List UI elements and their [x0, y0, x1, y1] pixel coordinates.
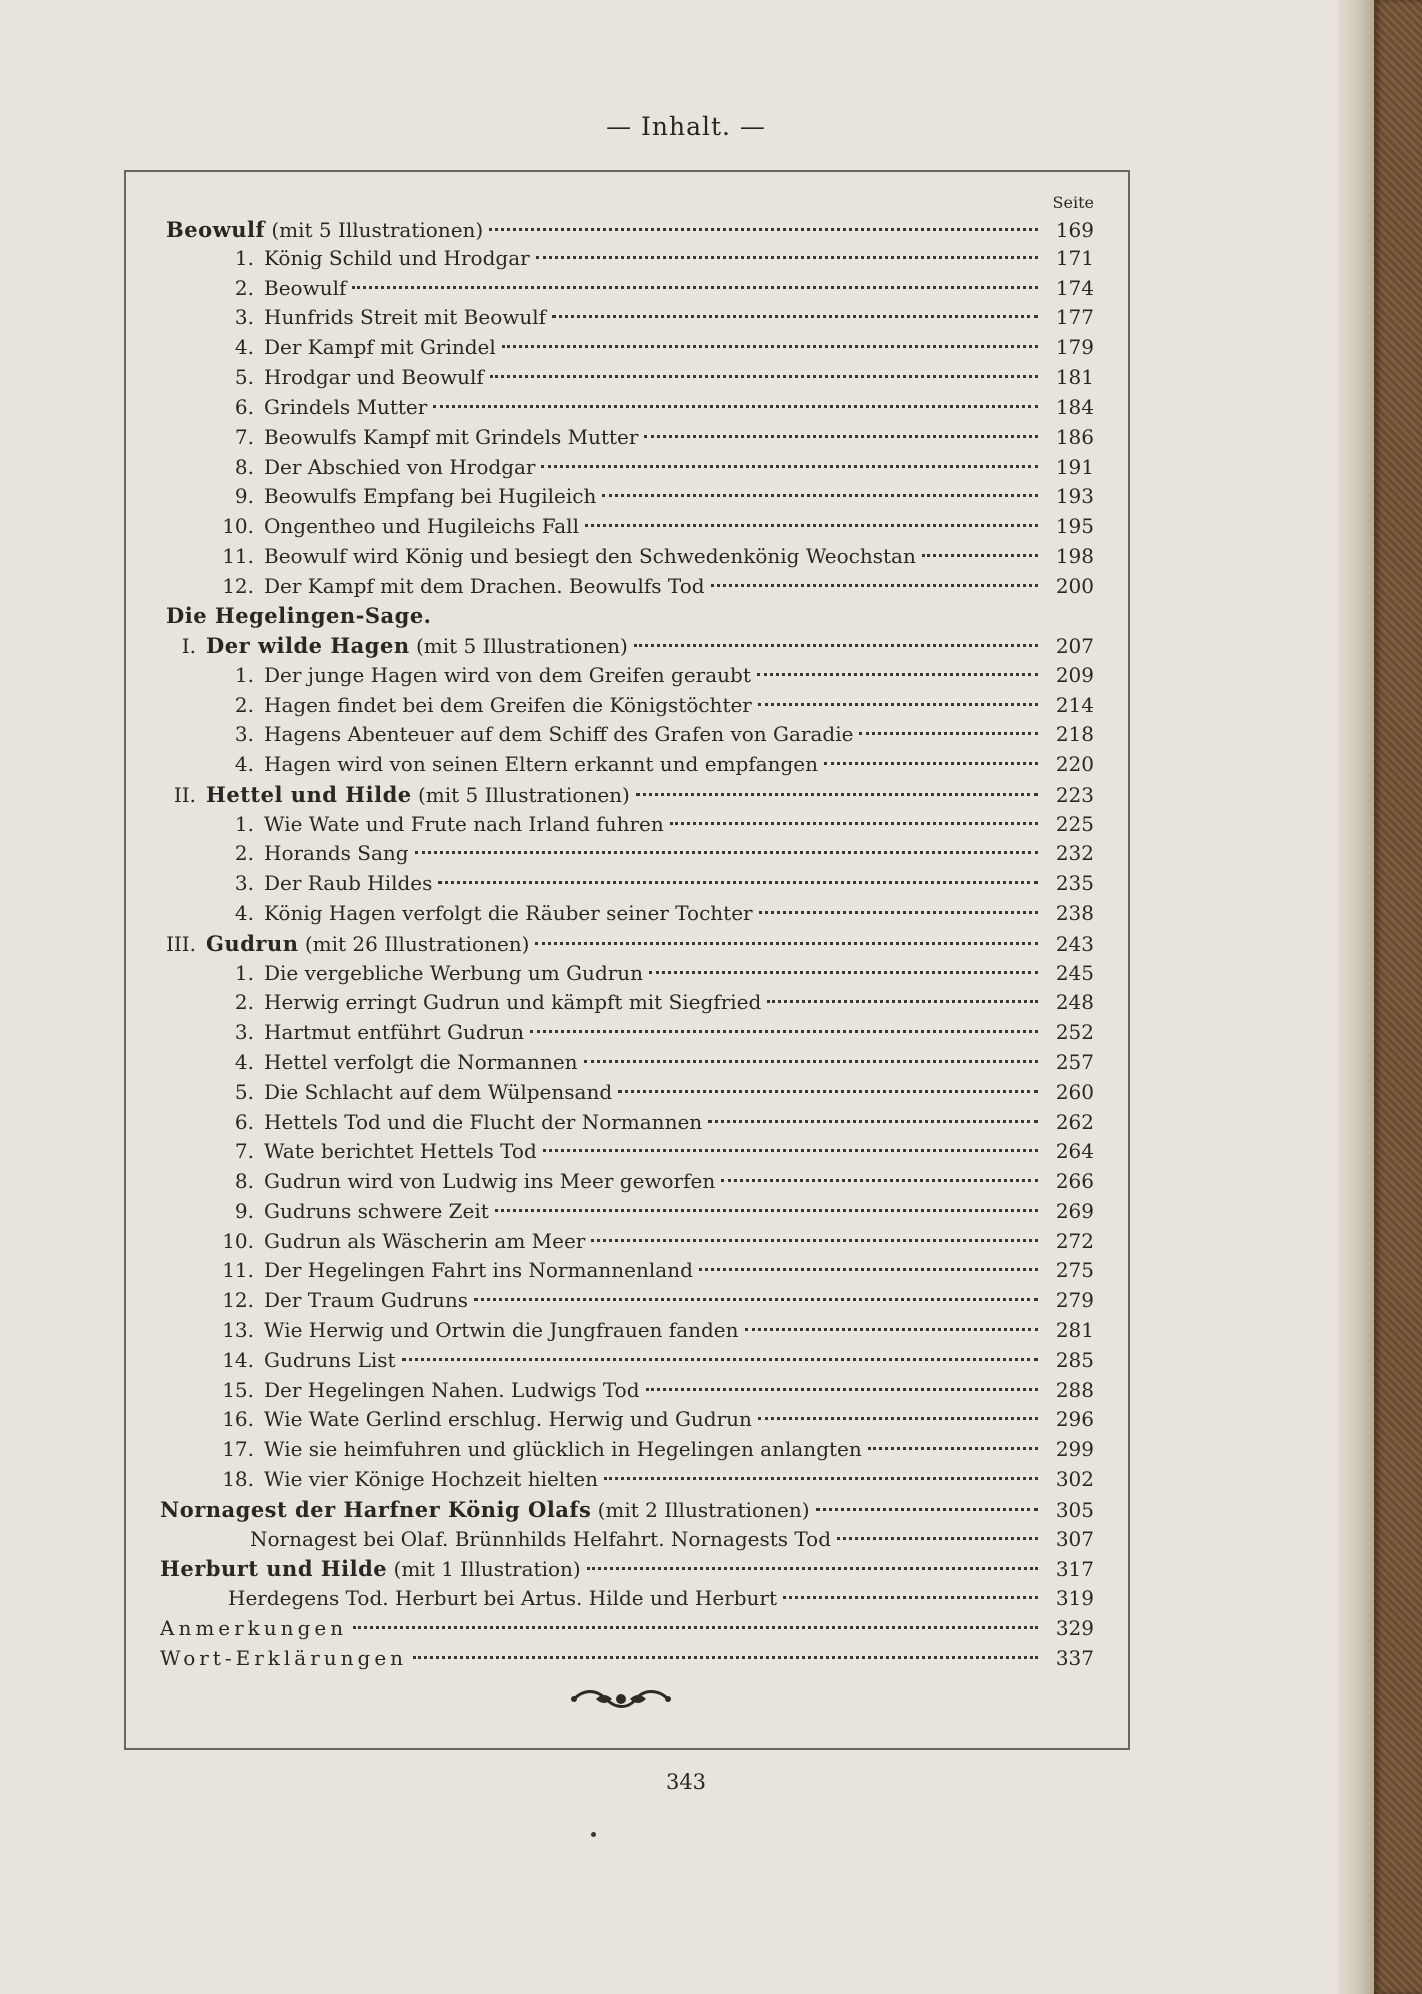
toc-entry-title: Hagens Abenteuer auf dem Schiff des Grafen von Garadie: [264, 722, 854, 746]
toc-entry-title: Wort-Erklärungen: [160, 1646, 408, 1670]
toc-entry-title: Beowulf: [264, 276, 347, 300]
toc-entry: 6. Hettels Tod und die Flucht der Normannen 262: [210, 1108, 1094, 1137]
toc-entry: 10. Ongentheo und Hugileichs Fall 195: [210, 512, 1094, 541]
dot-leader: [859, 731, 1038, 735]
toc-page-number: 214: [1055, 693, 1094, 717]
dot-leader: [922, 553, 1038, 557]
dot-leader: [413, 1655, 1038, 1659]
toc-page-number: 235: [1055, 871, 1094, 895]
toc-entry: 1. König Schild und Hrodgar 171: [210, 244, 1094, 273]
toc-page-number: 181: [1055, 365, 1094, 389]
dot-leader: [352, 285, 1038, 289]
dot-leader: [495, 1208, 1038, 1212]
toc-page-number: 171: [1055, 246, 1094, 270]
toc-page-number: 305: [1055, 1498, 1094, 1522]
toc-entry-title: Hunfrids Streit mit Beowulf: [264, 305, 547, 329]
toc-entry-title: Horands Sang: [264, 841, 409, 865]
toc-entry: 5. Hrodgar und Beowulf 181: [210, 363, 1094, 392]
dot-leader: [767, 999, 1038, 1003]
toc-entry-title: Gudrun (mit 26 Illustrationen): [206, 931, 530, 956]
toc-page-number: 174: [1055, 276, 1094, 300]
toc-page-number: 266: [1055, 1169, 1094, 1193]
toc-entry: 13. Wie Herwig und Ortwin die Jungfrauen fanden 281: [210, 1316, 1094, 1345]
dot-leader: [837, 1536, 1038, 1540]
toc-entry-title: Grindels Mutter: [264, 395, 428, 419]
dot-leader: [535, 941, 1038, 945]
toc-page-number: 260: [1055, 1080, 1094, 1104]
dot-leader: [711, 583, 1038, 587]
toc-entry: [160, 1614, 1094, 1643]
toc-page-number: 198: [1055, 544, 1094, 568]
toc-entry: 5. Die Schlacht auf dem Wülpensand 260: [210, 1078, 1094, 1107]
dot-leader: [543, 1148, 1038, 1152]
toc-entry-title: Beowulfs Kampf mit Grindels Mutter: [264, 425, 639, 449]
toc-entry: 9. Gudruns schwere Zeit 269: [210, 1197, 1094, 1226]
toc-entry-title: Der Kampf mit Grindel: [264, 335, 496, 359]
toc-entry: 8. Der Abschied von Hrodgar 191: [210, 453, 1094, 482]
toc-entry-title: Die vergebliche Werbung um Gudrun: [264, 961, 644, 985]
dot-leader: [402, 1357, 1038, 1361]
toc-entry-title: Gudruns List: [264, 1348, 396, 1372]
toc-entry: [160, 1554, 1094, 1583]
toc-entry: 9. Beowulfs Empfang bei Hugileich 193: [210, 482, 1094, 511]
toc-entry: 6. Grindels Mutter 184: [210, 393, 1094, 422]
dot-leader: [644, 434, 1038, 438]
toc-entry-title: Wie Herwig und Ortwin die Jungfrauen fanden: [264, 1318, 739, 1342]
toc-page-number: 288: [1055, 1378, 1094, 1402]
toc-page-number: 279: [1055, 1288, 1094, 1312]
toc-entry: 4. Hagen wird von seinen Eltern erkannt und empfangen 220: [210, 750, 1094, 779]
toc-entry-title: Nornagest bei Olaf. Brünnhilds Helfahrt. Nornagests Tod: [250, 1527, 832, 1551]
dot-leader: [758, 1416, 1038, 1420]
dot-leader: [502, 344, 1038, 348]
toc-page-number: 281: [1055, 1318, 1094, 1342]
toc-entry-title: Der Traum Gudruns: [264, 1288, 469, 1312]
toc-page-number: 317: [1055, 1557, 1094, 1581]
toc-page-number: 272: [1055, 1229, 1094, 1253]
ink-spot: [591, 1832, 596, 1837]
toc-page-number: 200: [1055, 574, 1094, 598]
ornament-flourish: [566, 1686, 676, 1712]
toc-page-number: 238: [1055, 901, 1094, 925]
toc-entry: 7. Beowulfs Kampf mit Grindels Mutter 186: [210, 423, 1094, 452]
toc-entry: 4. König Hagen verfolgt die Räuber seiner Tochter 238: [210, 899, 1094, 928]
toc-entry-title: Anmerkungen: [160, 1616, 348, 1640]
toc-entry-title: Der Hegelingen Fahrt ins Normannenland: [264, 1258, 693, 1282]
toc-page-number: 220: [1055, 752, 1094, 776]
toc-entry: 4. Der Kampf mit Grindel 179: [210, 333, 1094, 362]
toc-page-number: 296: [1055, 1407, 1094, 1431]
toc-entry: 1. Die vergebliche Werbung um Gudrun 245: [210, 959, 1094, 988]
toc-entry-title: Beowulfs Empfang bei Hugileich: [264, 484, 597, 508]
toc-entry: 12. Der Traum Gudruns 279: [210, 1286, 1094, 1315]
toc-section-heading: Die Hegelingen-Sage.: [166, 603, 432, 628]
toc-page-number: 337: [1055, 1646, 1094, 1670]
dot-leader: [759, 910, 1038, 914]
toc-entry: 2. Beowulf 174: [210, 274, 1094, 303]
toc-page-number: 329: [1055, 1616, 1094, 1640]
toc-entry-title: Herdegens Tod. Herburt bei Artus. Hilde und Herburt: [228, 1586, 778, 1610]
toc-entry: 8. Gudrun wird von Ludwig ins Meer geworfen 266: [210, 1167, 1094, 1196]
toc-entry-title: Der Kampf mit dem Drachen. Beowulfs Tod: [264, 574, 705, 598]
toc-entry: [166, 215, 1094, 244]
toc-page-number: 285: [1055, 1348, 1094, 1372]
toc-entry: 11. Der Hegelingen Fahrt ins Normannenland 275: [210, 1256, 1094, 1285]
toc-entry-title: Hagen wird von seinen Eltern erkannt und empfangen: [264, 752, 819, 776]
toc-entry-title: Beowulf wird König und besiegt den Schwedenkönig Weochstan: [264, 544, 916, 568]
toc-page-number: 223: [1055, 783, 1094, 807]
toc-entry: 4. Hettel verfolgt die Normannen 257: [210, 1048, 1094, 1077]
toc-page-number: 262: [1055, 1110, 1094, 1134]
toc-page-number: 195: [1055, 514, 1094, 538]
toc-entry-title: Hagen findet bei dem Greifen die Königstöchter: [264, 693, 752, 717]
toc-page-number: 225: [1055, 812, 1094, 836]
dot-leader: [745, 1327, 1038, 1331]
dot-leader: [536, 255, 1038, 259]
toc-entry-title: Hettels Tod und die Flucht der Normannen: [264, 1110, 703, 1134]
toc-entry: 12. Der Kampf mit dem Drachen. Beowulfs Tod 200: [210, 572, 1094, 601]
toc-page-number: 275: [1055, 1258, 1094, 1282]
toc-entry-title: Gudrun als Wäscherin am Meer: [264, 1229, 586, 1253]
toc-page-number: 232: [1055, 841, 1094, 865]
toc-entry-title: Wie sie heimfuhren und glücklich in Hegelingen anlangten: [264, 1437, 862, 1461]
toc-page-number: 248: [1055, 990, 1094, 1014]
toc-entry-title: König Schild und Hrodgar: [264, 246, 530, 270]
toc-entry: 7. Wate berichtet Hettels Tod 264: [210, 1137, 1094, 1166]
dot-leader: [721, 1178, 1038, 1182]
toc-page-number: 179: [1055, 335, 1094, 359]
toc-entry: [250, 1525, 1094, 1554]
dot-leader: [584, 1059, 1038, 1063]
dot-leader: [618, 1089, 1038, 1093]
dot-leader: [824, 761, 1038, 765]
toc-page-number: 193: [1055, 484, 1094, 508]
toc-entry-title: Wie Wate Gerlind erschlug. Herwig und Gudrun: [264, 1407, 752, 1431]
toc-page-number: 264: [1055, 1139, 1094, 1163]
dot-leader: [438, 880, 1038, 884]
toc-page-number: 302: [1055, 1467, 1094, 1491]
dot-leader: [646, 1387, 1038, 1391]
dot-leader: [587, 1566, 1038, 1570]
toc-entry: 17. Wie sie heimfuhren und glücklich in Hegelingen anlangten 299: [210, 1435, 1094, 1464]
toc-page-number: 186: [1055, 425, 1094, 449]
toc-page-number: 207: [1055, 634, 1094, 658]
toc-page-number: 307: [1055, 1527, 1094, 1551]
toc-entry: 10. Gudrun als Wäscherin am Meer 272: [210, 1227, 1094, 1256]
toc-entry: [160, 1495, 1094, 1524]
dot-leader: [816, 1507, 1039, 1511]
toc-entry-title: Ongentheo und Hugileichs Fall: [264, 514, 579, 538]
toc-entry: 2. Herwig erringt Gudrun und kämpft mit Siegfried 248: [210, 988, 1094, 1017]
dot-leader: [585, 523, 1038, 527]
dot-leader: [649, 970, 1038, 974]
toc-page-number: 252: [1055, 1020, 1094, 1044]
toc-entry-title: Der Raub Hildes: [264, 871, 433, 895]
dot-leader: [433, 404, 1038, 408]
dot-leader: [708, 1119, 1038, 1123]
toc-entry-title: Wie vier Könige Hochzeit hielten: [264, 1467, 598, 1491]
dot-leader: [699, 1267, 1038, 1271]
toc-entry-title: Hettel verfolgt die Normannen: [264, 1050, 578, 1074]
toc-entry-title: Der wilde Hagen (mit 5 Illustrationen): [206, 633, 628, 658]
toc-page-number: 269: [1055, 1199, 1094, 1223]
dot-leader: [415, 850, 1038, 854]
toc-entry-title: Die Schlacht auf dem Wülpensand: [264, 1080, 613, 1104]
toc-entry-title: Wie Wate und Frute nach Irland fuhren: [264, 812, 664, 836]
dot-leader: [758, 702, 1038, 706]
dot-leader: [634, 643, 1038, 647]
toc-entry: I. Der wilde Hagen (mit 5 Illustrationen) 207: [150, 631, 1094, 660]
toc-entry: 18. Wie vier Könige Hochzeit hielten 302: [210, 1465, 1094, 1494]
toc-entry-title: Wate berichtet Hettels Tod: [264, 1139, 537, 1163]
book-binding: [1374, 0, 1422, 1994]
toc-entry-title: Der Abschied von Hrodgar: [264, 455, 536, 479]
toc-entry-title: König Hagen verfolgt die Räuber seiner Tochter: [264, 901, 753, 925]
page-edge: [1338, 0, 1374, 1994]
dot-leader: [552, 314, 1038, 318]
toc-entry-title: Gudrun wird von Ludwig ins Meer geworfen: [264, 1169, 716, 1193]
dot-leader: [757, 672, 1038, 676]
toc-page-number: 177: [1055, 305, 1094, 329]
toc-entry: 15. Der Hegelingen Nahen. Ludwigs Tod 288: [210, 1376, 1094, 1405]
toc-entry-title: Herwig erringt Gudrun und kämpft mit Siegfried: [264, 990, 762, 1014]
toc-entry: 16. Wie Wate Gerlind erschlug. Herwig und Gudrun 296: [210, 1405, 1094, 1434]
toc-page-number: 245: [1055, 961, 1094, 985]
toc-page-number: 169: [1055, 218, 1094, 242]
toc-entry: 2. Hagen findet bei dem Greifen die Königstöchter 214: [210, 691, 1094, 720]
toc-page-number: 257: [1055, 1050, 1094, 1074]
dot-leader: [783, 1595, 1038, 1599]
toc-entry: 1. Wie Wate und Frute nach Irland fuhren 225: [210, 810, 1094, 839]
seite-column-label: Seite: [1052, 193, 1094, 212]
toc-page-number: 184: [1055, 395, 1094, 419]
dot-leader: [604, 1476, 1038, 1480]
toc-entry: 1. Der junge Hagen wird von dem Greifen geraubt 209: [210, 661, 1094, 690]
toc-page-number: 299: [1055, 1437, 1094, 1461]
dot-leader: [868, 1446, 1038, 1450]
dot-leader: [541, 464, 1038, 468]
page-number: 343: [665, 1770, 707, 1794]
toc-entry-title: Hrodgar und Beowulf: [264, 365, 484, 389]
toc-page-number: 209: [1055, 663, 1094, 687]
toc-entry: 14. Gudruns List 285: [210, 1346, 1094, 1375]
dot-leader: [530, 1029, 1038, 1033]
dot-leader: [474, 1297, 1038, 1301]
toc-entry: 11. Beowulf wird König und besiegt den Schwedenkönig Weochstan 198: [210, 542, 1094, 571]
toc-entry: 3. Der Raub Hildes 235: [210, 869, 1094, 898]
dot-leader: [670, 821, 1038, 825]
toc-entry-title: Hartmut entführt Gudrun: [264, 1020, 525, 1044]
toc-page-number: 191: [1055, 455, 1094, 479]
dot-leader: [490, 374, 1038, 378]
toc-entry-title: Der Hegelingen Nahen. Ludwigs Tod: [264, 1378, 640, 1402]
dot-leader: [591, 1238, 1038, 1242]
toc-entry: 2. Horands Sang 232: [210, 839, 1094, 868]
toc-entry-title: Beowulf (mit 5 Illustrationen): [166, 217, 484, 242]
toc-page-number: 319: [1055, 1586, 1094, 1610]
dot-leader: [602, 493, 1038, 497]
toc-entry-title: Herburt und Hilde (mit 1 Illustration): [160, 1556, 581, 1581]
toc-entry: [228, 1584, 1094, 1613]
toc-entry-title: Hettel und Hilde (mit 5 Illustrationen): [206, 782, 630, 807]
toc-entry-title: Der junge Hagen wird von dem Greifen geraubt: [264, 663, 751, 687]
toc-entry: 3. Hartmut entführt Gudrun 252: [210, 1018, 1094, 1047]
dot-leader: [353, 1625, 1038, 1629]
toc-entry: [160, 1644, 1094, 1673]
toc-page-number: 218: [1055, 722, 1094, 746]
page-header-title: — Inhalt. —: [606, 112, 766, 141]
toc-entry: 3. Hagens Abenteuer auf dem Schiff des Grafen von Garadie 218: [210, 720, 1094, 749]
dot-leader: [636, 792, 1038, 796]
toc-page-number: 243: [1055, 932, 1094, 956]
toc-entry: II. Hettel und Hilde (mit 5 Illustrationen) 223: [150, 780, 1094, 809]
toc-entry-title: Nornagest der Harfner König Olafs (mit 2 Illustrationen): [160, 1497, 810, 1522]
dot-leader: [489, 227, 1038, 231]
toc-entry-title: Gudruns schwere Zeit: [264, 1199, 489, 1223]
toc-entry: III. Gudrun (mit 26 Illustrationen) 243: [150, 929, 1094, 958]
toc-entry: 3. Hunfrids Streit mit Beowulf 177: [210, 303, 1094, 332]
